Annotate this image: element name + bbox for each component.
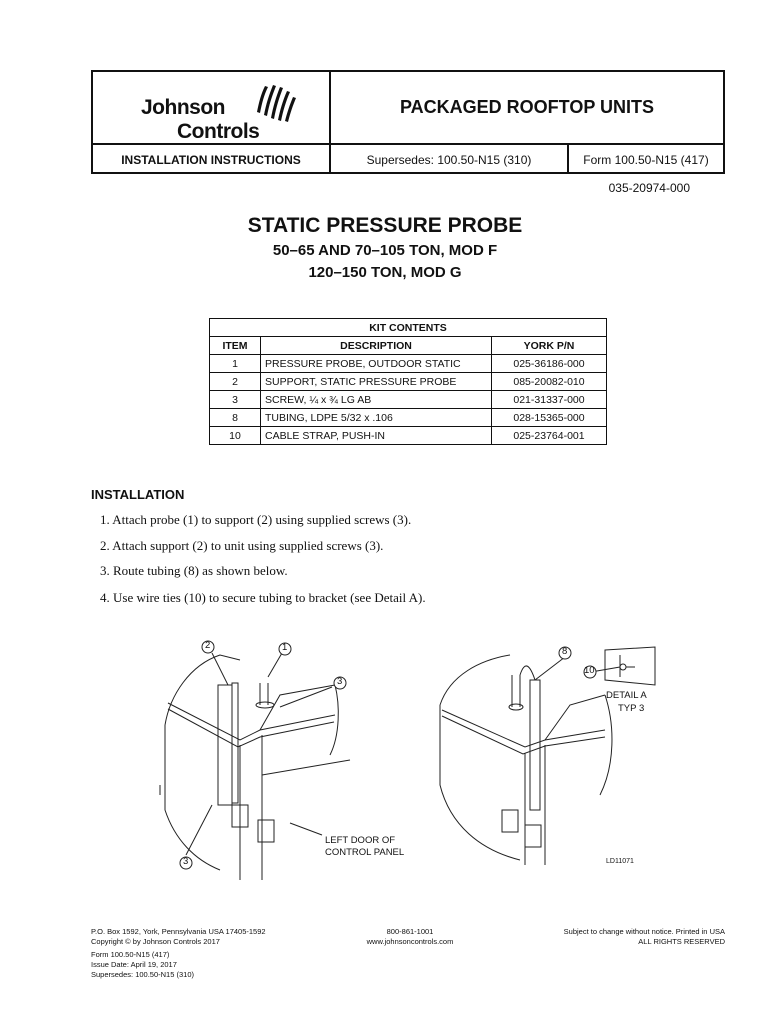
callout-8: 8 (562, 646, 568, 657)
drawing-id: LD11071 (606, 858, 634, 865)
brand-line2: Controls (177, 120, 260, 143)
johnson-controls-logo (113, 82, 313, 142)
kit-caption: KIT CONTENTS (210, 319, 607, 337)
footer-phone: 800-861-1001 (386, 927, 434, 936)
table-row (210, 391, 607, 409)
footer-right (564, 927, 725, 947)
footer-issue-date: Issue Date: April 19, 2017 (91, 960, 177, 969)
instruction-step: 3. Route tubing (8) as shown below. (100, 563, 288, 578)
instruction-step: 4. Use wire ties (10) to secure tubing to bracket (see Detail A). (100, 590, 426, 605)
table-row (210, 409, 607, 427)
detail-label: TYP 3 (618, 703, 645, 714)
section-heading: INSTALLATION (91, 487, 185, 502)
table-cell: 085-20082-010 (492, 373, 607, 391)
table-row (210, 427, 607, 445)
document-header (91, 70, 725, 174)
footer-form: Form 100.50-N15 (417) (91, 950, 170, 959)
column-header: DESCRIPTION (261, 337, 492, 355)
table-cell: PRESSURE PROBE, OUTDOOR STATIC (261, 355, 492, 373)
supersedes-label: Supersedes: 100.50-N15 (310) (366, 152, 532, 167)
table-cell: 028-15365-000 (492, 409, 607, 427)
table-cell: CABLE STRAP, PUSH-IN (261, 427, 492, 445)
page-subtitle: 50–65 AND 70–105 TON, MOD F (272, 242, 498, 259)
table-row (210, 355, 607, 373)
page-subtitle: 120–150 TON, MOD G (308, 264, 462, 281)
instruction-step: 2. Attach support (2) to unit using supplied screws (3). (100, 538, 384, 553)
table-cell: 2 (210, 373, 261, 391)
installation-instructions-label: INSTALLATION INSTRUCTIONS (121, 152, 301, 167)
callout-3: 3 (337, 676, 343, 687)
footer-copyright: Copyright © by Johnson Controls 2017 (91, 937, 220, 946)
left-door-label: CONTROL PANEL (325, 847, 405, 858)
footer-address: P.O. Box 1592, York, Pennsylvania USA 17405-1592 (91, 927, 266, 936)
brand-line1: Johnson (141, 96, 225, 119)
instruction-step: 1. Attach probe (1) to support (2) using supplied screws (3). (100, 512, 412, 527)
table-cell: 1 (210, 355, 261, 373)
footer-left (91, 927, 266, 980)
table-cell: 10 (210, 427, 261, 445)
footer-website: www.johnsoncontrols.com (366, 937, 454, 946)
page-title: STATIC PRESSURE PROBE (247, 214, 523, 237)
column-header: ITEM (210, 337, 261, 355)
footer-rights: ALL RIGHTS RESERVED (638, 937, 725, 946)
detail-label: DETAIL A (606, 690, 647, 701)
table-cell: 021-31337-000 (492, 391, 607, 409)
brand-mark-icon (251, 82, 299, 126)
callout-10: 10 (584, 665, 595, 676)
form-number: Form 100.50-N15 (417) (583, 152, 709, 167)
footer-supersedes: Supersedes: 100.50-N15 (310) (91, 970, 194, 979)
table-cell: SUPPORT, STATIC PRESSURE PROBE (261, 373, 492, 391)
callout-2: 2 (205, 640, 211, 651)
header-title: PACKAGED ROOFTOP UNITS (399, 97, 655, 117)
column-header: YORK P/N (492, 337, 607, 355)
table-cell: TUBING, LDPE 5/32 x .106 (261, 409, 492, 427)
document-number: 035-20974-000 (608, 181, 690, 195)
callout-3: 3 (183, 856, 189, 867)
callout-1: 1 (282, 642, 288, 653)
footer-notice: Subject to change without notice. Printed in USA (563, 927, 725, 936)
table-cell: SCREW, ¼ x ¾ LG AB (261, 391, 492, 409)
left-door-label: LEFT DOOR OF (325, 835, 396, 846)
kit-contents-table (209, 318, 607, 445)
footer-center (320, 927, 500, 947)
table-cell: 025-36186-000 (492, 355, 607, 373)
table-cell: 8 (210, 409, 261, 427)
installation-diagram (150, 635, 670, 880)
table-cell: 3 (210, 391, 261, 409)
table-cell: 025-23764-001 (492, 427, 607, 445)
table-row (210, 373, 607, 391)
